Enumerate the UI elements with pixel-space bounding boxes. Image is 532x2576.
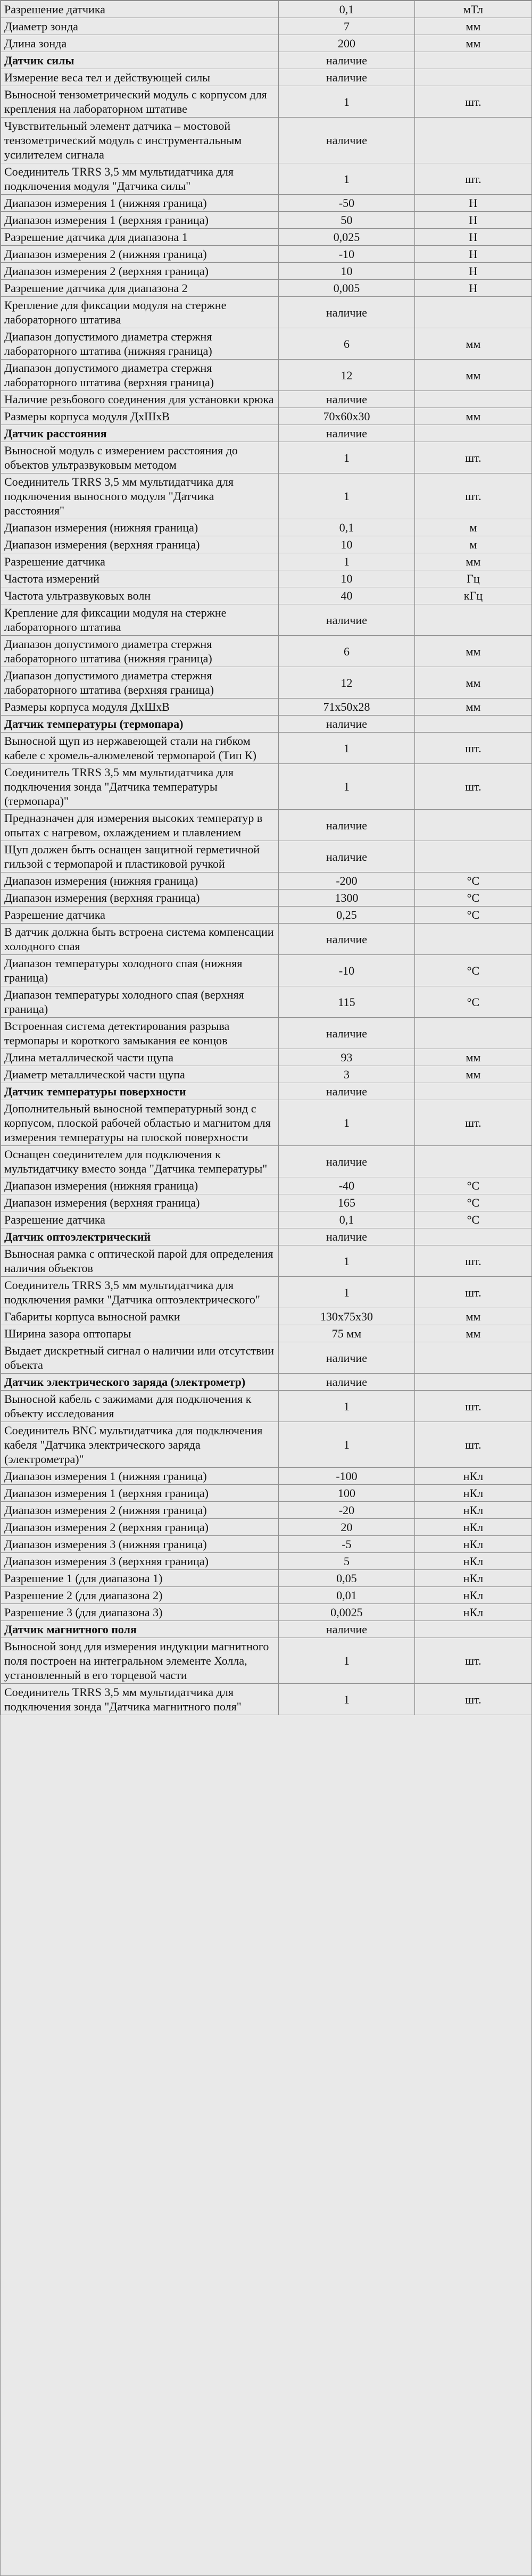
spec-param-cell: Габариты корпуса выносной рамки: [1, 1308, 279, 1325]
spec-value-cell: 12: [279, 360, 415, 391]
spec-unit-cell: шт.: [415, 1277, 532, 1308]
spec-param-cell: Диаметр металлической части щупа: [1, 1066, 279, 1083]
spec-param-cell: Разрешение 2 (для диапазона 2): [1, 1587, 279, 1604]
spec-row: [1, 553, 532, 570]
spec-row: [1, 280, 532, 297]
spec-unit-cell: мм: [415, 1308, 532, 1325]
spec-param-cell: Датчик расстояния: [1, 425, 279, 442]
spec-param-cell: Диапазон измерения 1 (верхняя граница): [1, 212, 279, 229]
spec-value-cell: наличие: [279, 69, 415, 86]
spec-row: [1, 1146, 532, 1177]
spec-unit-cell: шт.: [415, 764, 532, 810]
spec-row: [1, 1325, 532, 1342]
spec-value-cell: 12: [279, 667, 415, 699]
spec-unit-cell: °С: [415, 986, 532, 1018]
spec-unit-cell: шт.: [415, 1638, 532, 1684]
spec-unit-cell: [415, 1621, 532, 1638]
spec-value-cell: 1: [279, 553, 415, 570]
spec-unit-cell: нКл: [415, 1468, 532, 1485]
spec-value-cell: 1: [279, 1638, 415, 1684]
spec-value-cell: 1: [279, 733, 415, 764]
spec-row: [1, 408, 532, 425]
spec-row: [1, 1485, 532, 1502]
spec-row: [1, 263, 532, 280]
section-header-row: [1, 1374, 532, 1391]
spec-unit-cell: [415, 810, 532, 841]
spec-row: [1, 1468, 532, 1485]
spec-unit-cell: мм: [415, 699, 532, 716]
spec-value-cell: -10: [279, 246, 415, 263]
spec-param-cell: Частота измерений: [1, 570, 279, 587]
section-header-row: [1, 716, 532, 733]
spec-unit-cell: м: [415, 519, 532, 536]
spec-row: [1, 907, 532, 924]
spec-param-cell: Крепление для фиксации модуля на стержне лабораторного штатива: [1, 604, 279, 636]
spec-param-cell: Выносной тензометрический модуль с корпусом для крепления на лабораторном штативе: [1, 86, 279, 118]
spec-unit-cell: [415, 1146, 532, 1177]
spec-param-cell: Разрешение датчика для диапазона 2: [1, 280, 279, 297]
spec-row: [1, 604, 532, 636]
spec-value-cell: наличие: [279, 716, 415, 733]
spec-unit-cell: мм: [415, 1325, 532, 1342]
spec-row: [1, 986, 532, 1018]
spec-unit-cell: нКл: [415, 1485, 532, 1502]
spec-value-cell: 1: [279, 1684, 415, 1715]
spec-unit-cell: мм: [415, 408, 532, 425]
spec-row: [1, 841, 532, 872]
spec-param-cell: Датчик температуры поверхности: [1, 1083, 279, 1100]
spec-value-cell: 6: [279, 328, 415, 360]
spec-row: [1, 570, 532, 587]
spec-param-cell: Диапазон измерения 1 (нижняя граница): [1, 1468, 279, 1485]
spec-row: [1, 18, 532, 35]
spec-row: [1, 1308, 532, 1325]
spec-row: [1, 636, 532, 667]
spec-unit-cell: шт.: [415, 1245, 532, 1277]
spec-value-cell: наличие: [279, 924, 415, 955]
spec-unit-cell: мм: [415, 553, 532, 570]
spec-row: [1, 35, 532, 52]
spec-param-cell: Диапазон измерения 2 (верхняя граница): [1, 263, 279, 280]
spec-row: [1, 1245, 532, 1277]
spec-value-cell: наличие: [279, 1018, 415, 1049]
spec-param-cell: Выносной зонд для измерения индукции магнитного поля построен на интегральном элементе Холла, установленный в его торцевой части: [1, 1638, 279, 1684]
spec-param-cell: Диапазон допустимого диаметра стержня лабораторного штатива (нижняя граница): [1, 636, 279, 667]
spec-unit-cell: [415, 52, 532, 69]
spec-row: [1, 442, 532, 473]
spec-value-cell: 0,1: [279, 519, 415, 536]
spec-unit-cell: [415, 924, 532, 955]
spec-param-cell: Датчик оптоэлектрический: [1, 1228, 279, 1245]
spec-row: [1, 1, 532, 18]
spec-param-cell: Диапазон температуры холодного спая (верхняя граница): [1, 986, 279, 1018]
spec-unit-cell: Н: [415, 229, 532, 246]
spec-param-cell: Разрешение датчика: [1, 907, 279, 924]
spec-value-cell: 1: [279, 442, 415, 473]
spec-value-cell: -40: [279, 1177, 415, 1194]
spec-param-cell: Выносной щуп из нержавеющей стали на гибком кабеле с хромель-алюмелевой термопарой (Тип К): [1, 733, 279, 764]
spec-param-cell: Разрешение 1 (для диапазона 1): [1, 1570, 279, 1587]
spec-row: [1, 764, 532, 810]
spec-value-cell: 10: [279, 536, 415, 553]
spec-row: [1, 536, 532, 553]
spec-param-cell: Длина зонда: [1, 35, 279, 52]
spec-value-cell: наличие: [279, 1342, 415, 1374]
spec-unit-cell: [415, 118, 532, 163]
spec-row: [1, 69, 532, 86]
spec-value-cell: 93: [279, 1049, 415, 1066]
spec-param-cell: Соединитель TRRS 3,5 мм мультидатчика для подключения выносного модуля "Датчика расстояния": [1, 473, 279, 519]
spec-param-cell: Диаметр зонда: [1, 18, 279, 35]
spec-unit-cell: Н: [415, 263, 532, 280]
spec-param-cell: Встроенная система детектирования разрыва термопары и короткого замыкания ее концов: [1, 1018, 279, 1049]
spec-value-cell: 71х50х28: [279, 699, 415, 716]
spec-unit-cell: [415, 841, 532, 872]
spec-row: [1, 1604, 532, 1621]
spec-param-cell: Измерение веса тел и действующей силы: [1, 69, 279, 86]
spec-unit-cell: [415, 1228, 532, 1245]
spec-value-cell: наличие: [279, 1228, 415, 1245]
spec-unit-cell: шт.: [415, 1100, 532, 1146]
spec-param-cell: Диапазон допустимого диаметра стержня лабораторного штатива (верхняя граница): [1, 360, 279, 391]
spec-row: [1, 1684, 532, 1715]
spec-unit-cell: [415, 1083, 532, 1100]
spec-row: [1, 473, 532, 519]
spec-table: [1, 1, 532, 1715]
spec-param-cell: Длина металлической части щупа: [1, 1049, 279, 1066]
section-header-row: [1, 52, 532, 69]
spec-unit-cell: [415, 716, 532, 733]
spec-value-cell: наличие: [279, 841, 415, 872]
spec-unit-cell: мм: [415, 18, 532, 35]
spec-param-cell: Размеры корпуса модуля ДхШхВ: [1, 408, 279, 425]
spec-param-cell: Разрешение датчика для диапазона 1: [1, 229, 279, 246]
spec-param-cell: Диапазон измерения 1 (нижняя граница): [1, 195, 279, 212]
spec-row: [1, 1100, 532, 1146]
spec-row: [1, 1519, 532, 1536]
spec-row: [1, 810, 532, 841]
spec-row: [1, 733, 532, 764]
spec-unit-cell: нКл: [415, 1570, 532, 1587]
spec-unit-cell: шт.: [415, 733, 532, 764]
spec-value-cell: 0,005: [279, 280, 415, 297]
spec-table-body: [1, 1, 532, 1715]
spec-unit-cell: шт.: [415, 163, 532, 195]
spec-unit-cell: шт.: [415, 442, 532, 473]
spec-row: [1, 1587, 532, 1604]
spec-value-cell: 1300: [279, 890, 415, 907]
spec-unit-cell: [415, 604, 532, 636]
spec-row: [1, 1277, 532, 1308]
spec-unit-cell: Н: [415, 280, 532, 297]
spec-unit-cell: Гц: [415, 570, 532, 587]
section-header-row: [1, 1228, 532, 1245]
spec-value-cell: 10: [279, 263, 415, 280]
spec-value-cell: 50: [279, 212, 415, 229]
spec-unit-cell: [415, 1018, 532, 1049]
spec-param-cell: Диапазон измерения 2 (нижняя граница): [1, 1502, 279, 1519]
spec-unit-cell: °С: [415, 907, 532, 924]
spec-param-cell: Диапазон измерения 2 (верхняя граница): [1, 1519, 279, 1536]
spec-param-cell: Разрешение датчика: [1, 1, 279, 18]
spec-row: [1, 360, 532, 391]
spec-value-cell: наличие: [279, 1146, 415, 1177]
spec-value-cell: 1: [279, 86, 415, 118]
spec-row: [1, 587, 532, 604]
spec-param-cell: Диапазон измерения (нижняя граница): [1, 519, 279, 536]
spec-param-cell: Датчик температуры (термопара): [1, 716, 279, 733]
spec-value-cell: -50: [279, 195, 415, 212]
spec-row: [1, 1553, 532, 1570]
spec-param-cell: Щуп должен быть оснащен защитной герметичной гильзой с термопарой и пластиковой ручкой: [1, 841, 279, 872]
spec-row: [1, 118, 532, 163]
spec-row: [1, 246, 532, 263]
spec-row: [1, 1502, 532, 1519]
spec-value-cell: 0,05: [279, 1570, 415, 1587]
spec-row: [1, 1211, 532, 1228]
spec-row: [1, 163, 532, 195]
spec-row: [1, 1049, 532, 1066]
spec-param-cell: Диапазон допустимого диаметра стержня лабораторного штатива (верхняя граница): [1, 667, 279, 699]
spec-value-cell: 0,01: [279, 1587, 415, 1604]
section-header-row: [1, 1083, 532, 1100]
spec-param-cell: Оснащен соединителем для подключения к мультидатчику вместо зонда "Датчика температуры": [1, 1146, 279, 1177]
spec-unit-cell: °С: [415, 1194, 532, 1211]
spec-value-cell: наличие: [279, 1621, 415, 1638]
spec-param-cell: Датчик силы: [1, 52, 279, 69]
spec-param-cell: Диапазон измерения (верхняя граница): [1, 1194, 279, 1211]
spec-row: [1, 667, 532, 699]
spec-row: [1, 1018, 532, 1049]
spec-unit-cell: [415, 391, 532, 408]
spec-param-cell: Диапазон измерения 2 (нижняя граница): [1, 246, 279, 263]
section-header-row: [1, 1621, 532, 1638]
spec-unit-cell: [415, 1374, 532, 1391]
spec-param-cell: Соединитель BNC мультидатчика для подключения кабеля "Датчика электрического заряда (электрометра)": [1, 1422, 279, 1468]
spec-param-cell: Крепление для фиксации модуля на стержне лабораторного штатива: [1, 297, 279, 328]
spec-row: [1, 297, 532, 328]
spec-unit-cell: мм: [415, 1049, 532, 1066]
spec-param-cell: Датчик электрического заряда (электрометр): [1, 1374, 279, 1391]
spec-value-cell: наличие: [279, 1374, 415, 1391]
spec-param-cell: Чувствительный элемент датчика – мостовой тензометрический модуль с инструментальным усилителем сигнала: [1, 118, 279, 163]
spec-row: [1, 1177, 532, 1194]
spec-unit-cell: Н: [415, 212, 532, 229]
spec-param-cell: Разрешение 3 (для диапазона 3): [1, 1604, 279, 1621]
spec-value-cell: 1: [279, 764, 415, 810]
spec-value-cell: 0,025: [279, 229, 415, 246]
spec-unit-cell: шт.: [415, 86, 532, 118]
spec-row: [1, 872, 532, 890]
spec-row: [1, 1342, 532, 1374]
spec-value-cell: -200: [279, 872, 415, 890]
spec-value-cell: наличие: [279, 118, 415, 163]
spec-value-cell: наличие: [279, 391, 415, 408]
spec-param-cell: Выносной кабель с зажимами для подключения к объекту исследования: [1, 1391, 279, 1422]
spec-unit-cell: кГц: [415, 587, 532, 604]
spec-param-cell: Диапазон измерения (нижняя граница): [1, 872, 279, 890]
spec-value-cell: наличие: [279, 297, 415, 328]
spec-unit-cell: мм: [415, 35, 532, 52]
spec-value-cell: 130х75х30: [279, 1308, 415, 1325]
spec-value-cell: -5: [279, 1536, 415, 1553]
spec-value-cell: 1: [279, 473, 415, 519]
spec-unit-cell: °С: [415, 1211, 532, 1228]
spec-value-cell: 1: [279, 1100, 415, 1146]
spec-value-cell: 3: [279, 1066, 415, 1083]
spec-unit-cell: °С: [415, 955, 532, 986]
spec-value-cell: -10: [279, 955, 415, 986]
spec-unit-cell: [415, 425, 532, 442]
spec-unit-cell: шт.: [415, 1391, 532, 1422]
spec-unit-cell: шт.: [415, 1422, 532, 1468]
spec-unit-cell: мм: [415, 328, 532, 360]
spec-unit-cell: нКл: [415, 1553, 532, 1570]
spec-param-cell: Диапазон измерения 3 (верхняя граница): [1, 1553, 279, 1570]
spec-row: [1, 924, 532, 955]
spec-unit-cell: мм: [415, 1066, 532, 1083]
spec-value-cell: 40: [279, 587, 415, 604]
spec-unit-cell: °С: [415, 872, 532, 890]
spec-row: [1, 328, 532, 360]
spec-unit-cell: м: [415, 536, 532, 553]
spec-unit-cell: шт.: [415, 1684, 532, 1715]
spec-value-cell: -100: [279, 1468, 415, 1485]
spec-param-cell: Размеры корпуса модуля ДхШхВ: [1, 699, 279, 716]
spec-param-cell: Диапазон измерения (верхняя граница): [1, 536, 279, 553]
spec-param-cell: Диапазон измерения (верхняя граница): [1, 890, 279, 907]
spec-row: [1, 1638, 532, 1684]
spec-param-cell: В датчик должна быть встроена система компенсации холодного спая: [1, 924, 279, 955]
spec-unit-cell: нКл: [415, 1604, 532, 1621]
spec-value-cell: 20: [279, 1519, 415, 1536]
spec-value-cell: 1: [279, 1391, 415, 1422]
spec-row: [1, 195, 532, 212]
spec-param-cell: Предназначен для измерения высоких температур в опытах с нагревом, охлаждением и плавлением: [1, 810, 279, 841]
spec-unit-cell: шт.: [415, 473, 532, 519]
spec-row: [1, 86, 532, 118]
spec-unit-cell: °С: [415, 890, 532, 907]
spec-param-cell: Соединитель TRRS 3,5 мм мультидатчика для подключения зонда "Датчика магнитного поля": [1, 1684, 279, 1715]
spec-value-cell: 0,25: [279, 907, 415, 924]
spec-row: [1, 955, 532, 986]
spec-unit-cell: нКл: [415, 1536, 532, 1553]
spec-param-cell: Диапазон измерения 3 (нижняя граница): [1, 1536, 279, 1553]
spec-param-cell: Диапазон температуры холодного спая (нижняя граница): [1, 955, 279, 986]
spec-unit-cell: нКл: [415, 1587, 532, 1604]
spec-param-cell: Разрешение датчика: [1, 553, 279, 570]
spec-value-cell: 1: [279, 1422, 415, 1468]
spec-value-cell: наличие: [279, 810, 415, 841]
spec-value-cell: 5: [279, 1553, 415, 1570]
spec-param-cell: Выдает дискретный сигнал о наличии или отсутствии объекта: [1, 1342, 279, 1374]
spec-value-cell: 7: [279, 18, 415, 35]
spec-value-cell: 1: [279, 1277, 415, 1308]
spec-row: [1, 890, 532, 907]
spec-row: [1, 1066, 532, 1083]
spec-unit-cell: Н: [415, 246, 532, 263]
spec-value-cell: 0,1: [279, 1, 415, 18]
spec-row: [1, 229, 532, 246]
spec-param-cell: Частота ультразвуковых волн: [1, 587, 279, 604]
spec-value-cell: 0,1: [279, 1211, 415, 1228]
spec-param-cell: Соединитель TRRS 3,5 мм мультидатчика для подключения рамки "Датчика оптоэлектрического": [1, 1277, 279, 1308]
spec-param-cell: Диапазон измерения 1 (верхняя граница): [1, 1485, 279, 1502]
spec-param-cell: Диапазон допустимого диаметра стержня лабораторного штатива (нижняя граница): [1, 328, 279, 360]
spec-unit-cell: мм: [415, 667, 532, 699]
spec-row: [1, 391, 532, 408]
spec-param-cell: Датчик магнитного поля: [1, 1621, 279, 1638]
spec-value-cell: 70х60х30: [279, 408, 415, 425]
spec-param-cell: Выносной модуль с измерением расстояния до объектов ультразвуковым методом: [1, 442, 279, 473]
spec-unit-cell: нКл: [415, 1519, 532, 1536]
spec-param-cell: Разрешение датчика: [1, 1211, 279, 1228]
spec-value-cell: 1: [279, 163, 415, 195]
spec-value-cell: 115: [279, 986, 415, 1018]
spec-row: [1, 212, 532, 229]
spec-value-cell: наличие: [279, 52, 415, 69]
spec-unit-cell: мм: [415, 360, 532, 391]
spec-row: [1, 1391, 532, 1422]
spec-param-cell: Дополнительный выносной температурный зонд с корпусом, плоской рабочей областью и магнитом для измерения температуры на плоской поверхности: [1, 1100, 279, 1146]
section-header-row: [1, 425, 532, 442]
spec-unit-cell: [415, 297, 532, 328]
spec-row: [1, 1536, 532, 1553]
spec-param-cell: Соединитель TRRS 3,5 мм мультидатчика для подключения зонда "Датчика температуры (термопара)": [1, 764, 279, 810]
spec-value-cell: 1: [279, 1245, 415, 1277]
spec-value-cell: 75 мм: [279, 1325, 415, 1342]
spec-param-cell: Выносная рамка с оптической парой для определения наличия объектов: [1, 1245, 279, 1277]
spec-unit-cell: мТл: [415, 1, 532, 18]
spec-value-cell: 0,0025: [279, 1604, 415, 1621]
spec-param-cell: Соединитель TRRS 3,5 мм мультидатчика для подключения модуля "Датчика силы": [1, 163, 279, 195]
spec-unit-cell: нКл: [415, 1502, 532, 1519]
spec-unit-cell: [415, 69, 532, 86]
spec-row: [1, 519, 532, 536]
spec-unit-cell: [415, 1342, 532, 1374]
spec-value-cell: 165: [279, 1194, 415, 1211]
spec-row: [1, 1194, 532, 1211]
spec-value-cell: наличие: [279, 1083, 415, 1100]
spec-row: [1, 699, 532, 716]
spec-unit-cell: °С: [415, 1177, 532, 1194]
spec-unit-cell: мм: [415, 636, 532, 667]
spec-value-cell: наличие: [279, 604, 415, 636]
spec-row: [1, 1422, 532, 1468]
spec-value-cell: -20: [279, 1502, 415, 1519]
spec-value-cell: 6: [279, 636, 415, 667]
spec-param-cell: Диапазон измерения (нижняя граница): [1, 1177, 279, 1194]
spec-value-cell: 10: [279, 570, 415, 587]
spec-row: [1, 1570, 532, 1587]
spec-value-cell: 200: [279, 35, 415, 52]
spec-param-cell: Ширина зазора оптопары: [1, 1325, 279, 1342]
spec-value-cell: наличие: [279, 425, 415, 442]
spec-value-cell: 100: [279, 1485, 415, 1502]
spec-unit-cell: Н: [415, 195, 532, 212]
spec-param-cell: Наличие резьбового соединения для установки крюка: [1, 391, 279, 408]
